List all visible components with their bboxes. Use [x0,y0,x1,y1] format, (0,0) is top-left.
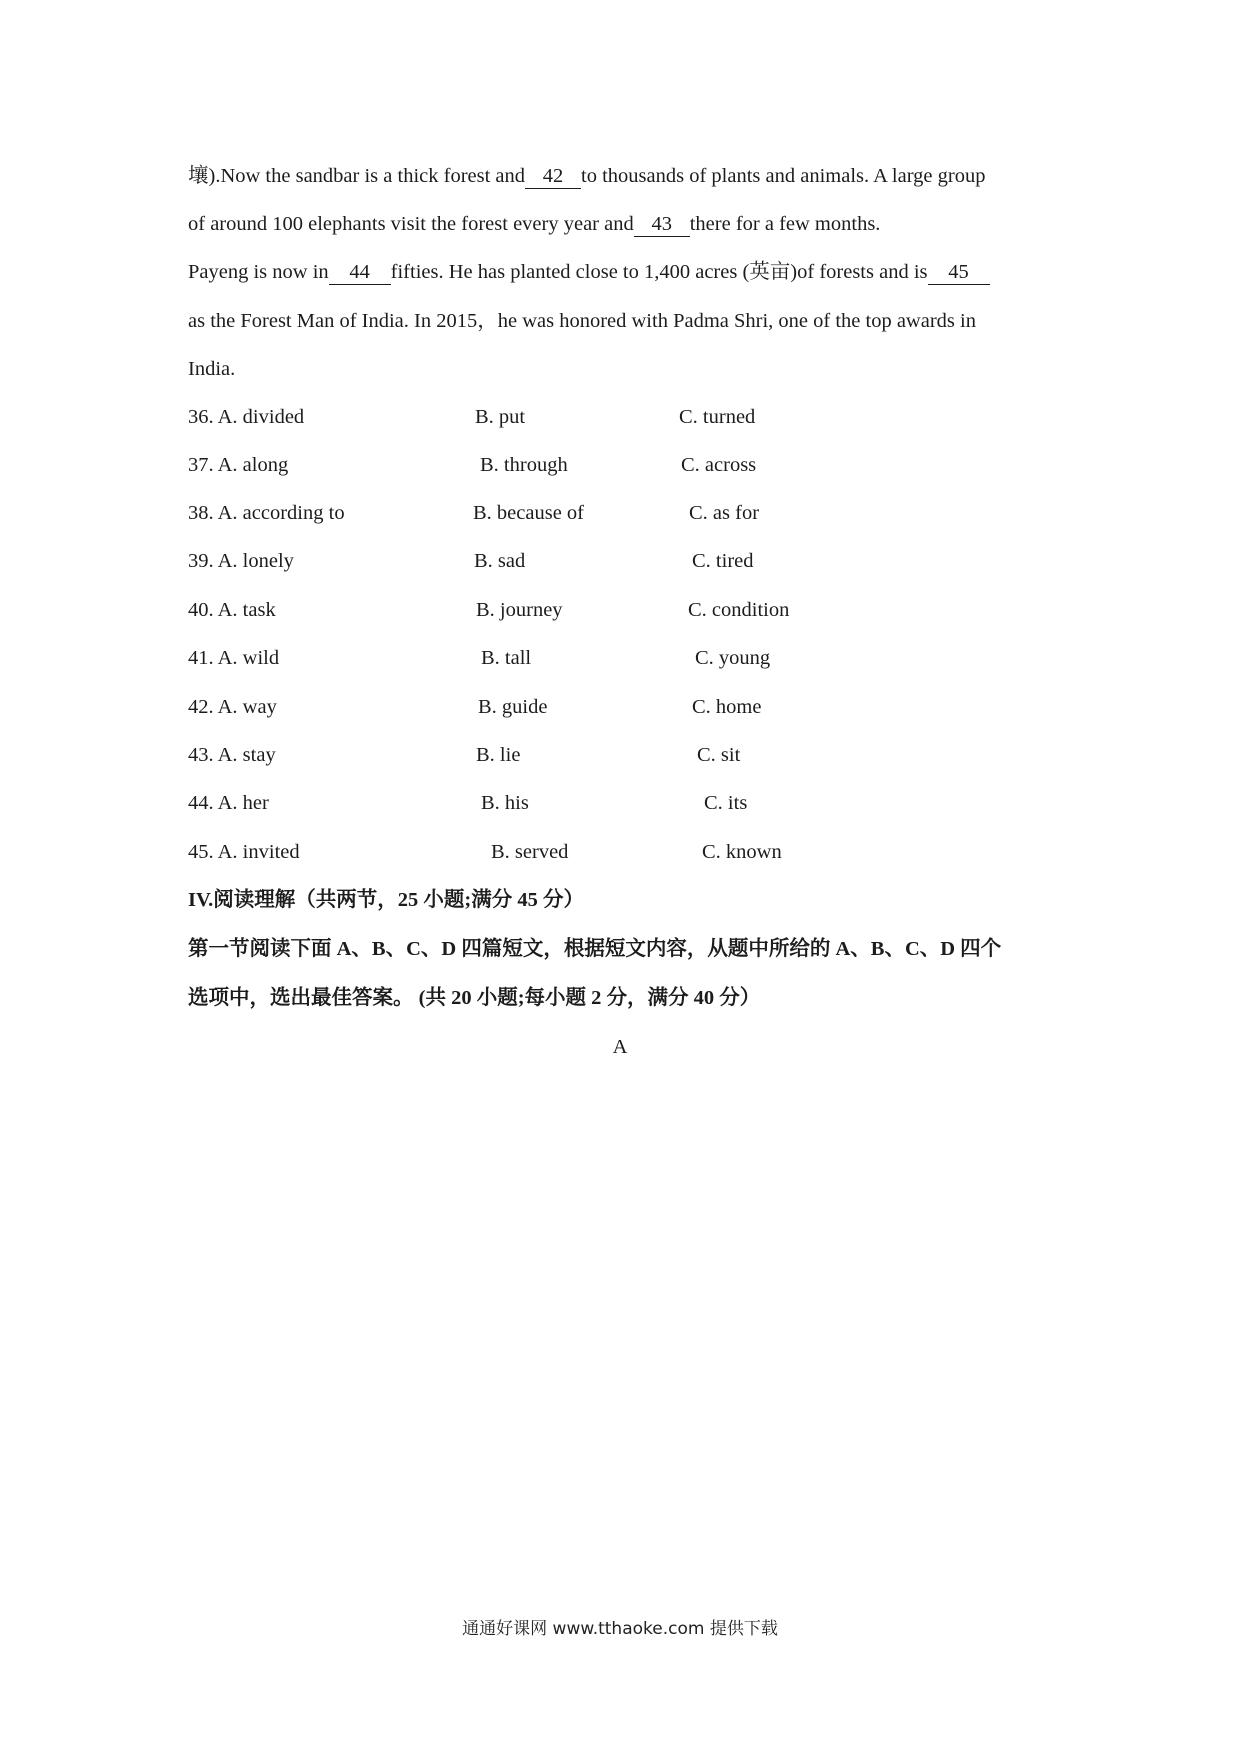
option-37-b: B. through [480,454,568,476]
option-42-a: 42. A. way [188,696,277,718]
blank-43: 43 [634,214,690,237]
passage-line-1 [188,166,985,189]
passage-text: of around 100 elephants visit the forest every year and [188,213,634,235]
option-37-a: 37. A. along [188,454,289,476]
option-40-c: C. condition [688,599,790,621]
passage-line-5: India. [188,358,236,380]
option-41-b: B. tall [481,647,532,669]
option-39-a: 39. A. lonely [188,550,294,572]
option-42-b: B. guide [478,696,548,718]
passage-text: to thousands of plants and animals. A large group [581,165,986,187]
option-38-c: C. as for [689,502,760,524]
option-42-c: C. home [692,696,762,718]
option-36-c: C. turned [679,406,756,428]
passage-text: 壤).Now the sandbar is a thick forest and [188,165,526,187]
option-44-c: C. its [704,792,748,814]
passage-line-2 [188,214,880,237]
section-title: IV.阅读理解（共两节，25 小题;满分 45 分） [188,889,584,911]
option-43-c: C. sit [697,744,741,766]
option-39-b: B. sad [474,550,526,572]
passage-line-4: as the Forest Man of India. In 2015，he was honored with Padma Shri, one of the top awards in [188,310,976,332]
passage-letter: A [612,1036,628,1058]
option-39-c: C. tired [692,550,754,572]
blank-45: 45 [928,262,990,285]
page-footer: 通通好课网 www.tthaoke.com 提供下载 [462,1619,778,1639]
option-36-a: 36. A. divided [188,406,305,428]
section-instruction-line-2: 选项中，选出最佳答案。 (共 20 小题;每小题 2 分，满分 40 分） [188,987,761,1009]
option-44-b: B. his [481,792,529,814]
option-40-b: B. journey [476,599,563,621]
passage-text: Payeng is now in [188,261,329,283]
option-36-b: B. put [475,406,526,428]
option-41-a: 41. A. wild [188,647,280,669]
option-43-a: 43. A. stay [188,744,276,766]
option-43-b: B. lie [476,744,521,766]
section-instruction-line-1: 第一节阅读下面 A、B、C、D 四篇短文，根据短文内容，从题中所给的 A、B、C、D 四个 [188,938,1002,960]
option-45-b: B. served [491,841,569,863]
option-37-c: C. across [681,454,757,476]
option-41-c: C. young [695,647,771,669]
option-40-a: 40. A. task [188,599,276,621]
blank-42: 42 [525,166,581,189]
option-45-c: C. known [702,841,782,863]
option-45-a: 45. A. invited [188,841,300,863]
option-38-a: 38. A. according to [188,502,345,524]
passage-text: fifties. He has planted close to 1,400 acres (英亩)of forests and is [390,261,928,283]
passage-text: there for a few months. [689,213,881,235]
blank-44: 44 [329,262,391,285]
option-44-a: 44. A. her [188,792,269,814]
option-38-b: B. because of [473,502,584,524]
passage-line-3 [188,262,990,285]
